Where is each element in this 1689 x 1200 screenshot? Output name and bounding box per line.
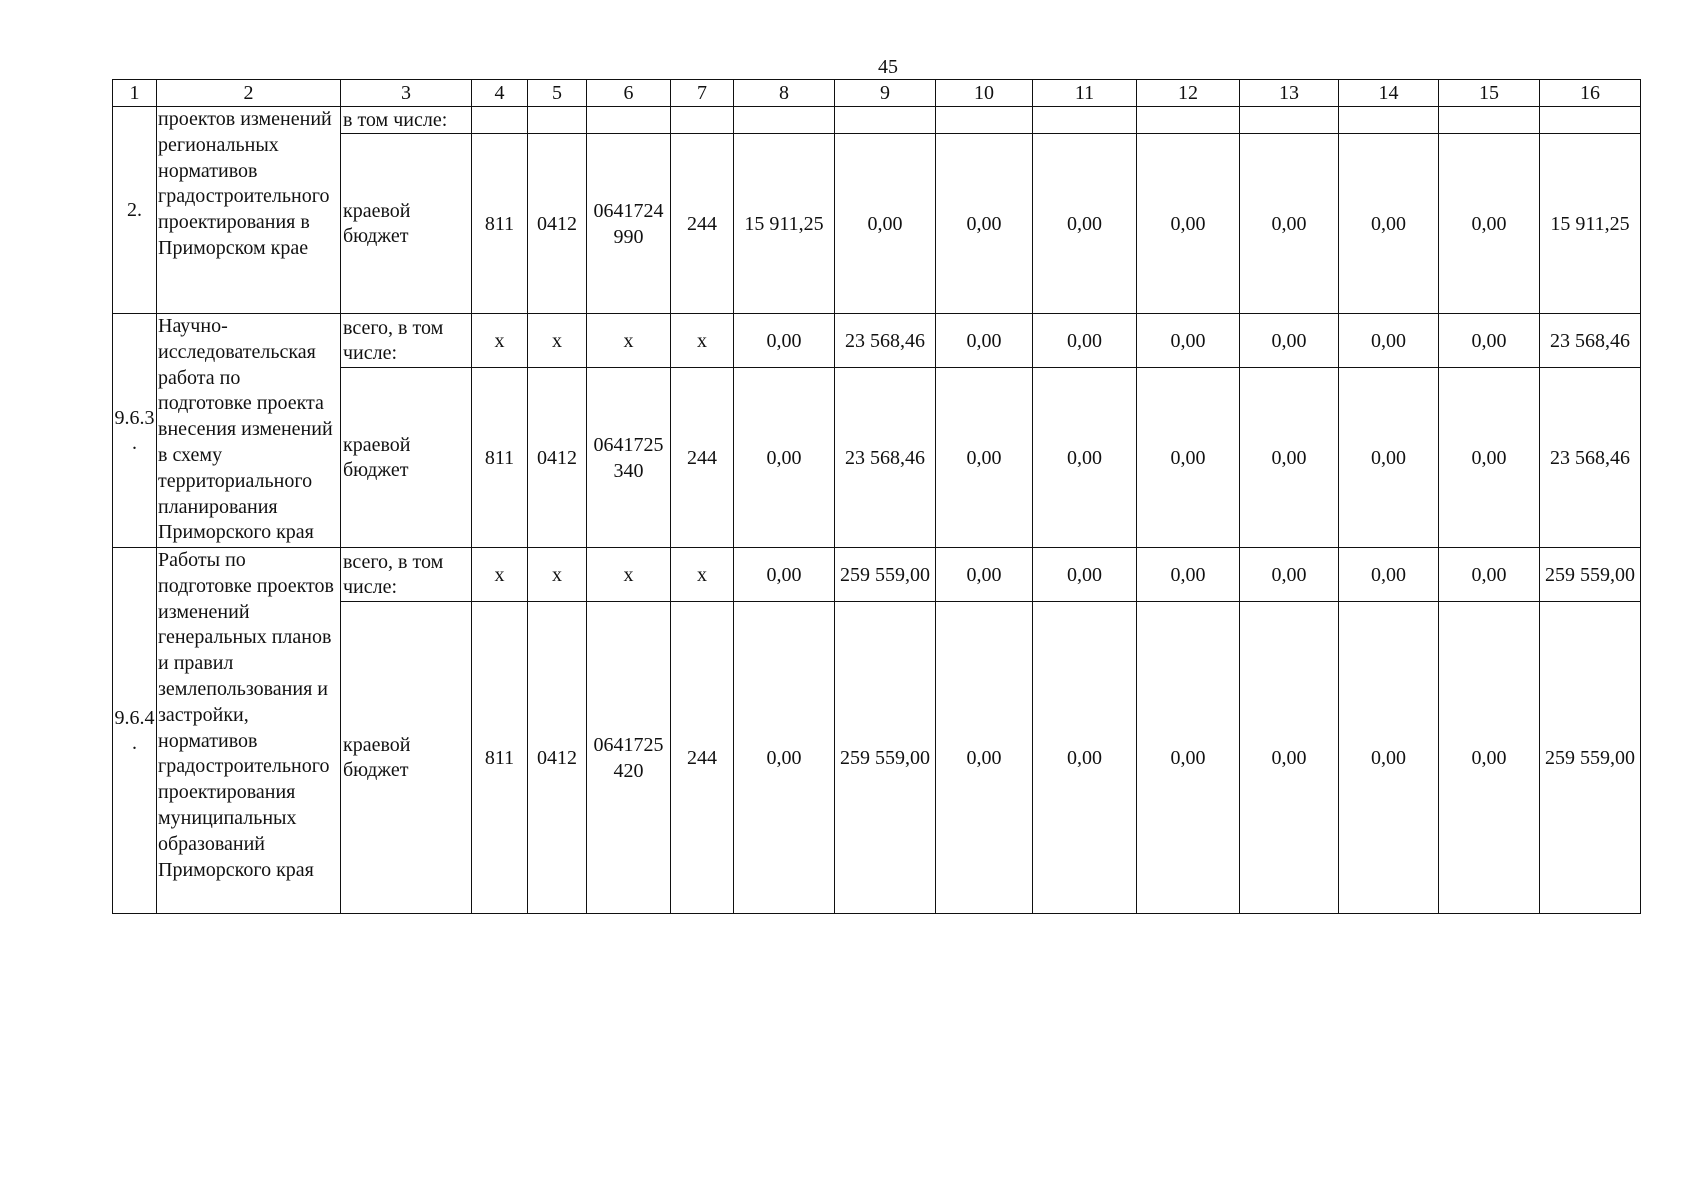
table-cell: 0,00 [1137,548,1240,602]
column-number: 13 [1240,80,1339,107]
table-cell [1439,107,1540,134]
table-cell: 0,00 [1339,602,1439,914]
table-cell: 0,00 [936,548,1033,602]
table-cell [936,107,1033,134]
funding-source: всего, в том числе: [341,548,472,602]
table-cell: 0,00 [1339,368,1439,548]
table-row [113,602,1641,914]
table-cell: 0,00 [1439,314,1540,368]
table-cell: 0,00 [1439,368,1540,548]
table-row [113,368,1641,548]
column-number: 2 [157,80,341,107]
column-number: 1 [113,80,157,107]
table-cell: x [528,548,587,602]
table-cell: 0,00 [1439,602,1540,914]
table-cell: 0,00 [734,548,835,602]
column-number: 10 [936,80,1033,107]
table-cell: 15 911,25 [1540,134,1641,314]
table-cell: x [587,314,671,368]
table-cell: 0,00 [1137,368,1240,548]
table-cell: x [587,548,671,602]
column-number: 4 [472,80,528,107]
column-number: 3 [341,80,472,107]
column-number: 12 [1137,80,1240,107]
table-cell: 23 568,46 [1540,314,1641,368]
table-cell: 0641725420 [587,602,671,914]
table-cell: 15 911,25 [734,134,835,314]
table-cell [1339,107,1439,134]
column-number: 16 [1540,80,1641,107]
column-number: 5 [528,80,587,107]
table-cell: 0,00 [1339,134,1439,314]
table-cell: 259 559,00 [835,548,936,602]
row-name: Работы по подготовке проектов изменений генеральных планов и правил землепользования и застройки, нормативов градостроительного проектирования муниципальных образований Приморского края [157,548,341,914]
table-cell: 0,00 [1033,134,1137,314]
funding-source: краевой бюджет [341,602,472,914]
page-number: 45 [878,56,898,78]
table-cell: 0,00 [734,368,835,548]
table-cell: 0412 [528,134,587,314]
table-cell: 259 559,00 [1540,602,1641,914]
table-cell: 0,00 [1439,134,1540,314]
table-cell: 244 [671,368,734,548]
column-number: 15 [1439,80,1540,107]
table-cell: x [528,314,587,368]
row-name: Научно-исследовательская работа по подготовке проекта внесения изменений в схему территориального планирования Приморского края [157,314,341,548]
table-cell [671,107,734,134]
table-cell: 0,00 [936,368,1033,548]
table-cell: x [671,548,734,602]
table-cell: 811 [472,602,528,914]
table-cell: 0,00 [936,314,1033,368]
table-cell [587,107,671,134]
table-cell: 811 [472,134,528,314]
table-cell: 23 568,46 [835,314,936,368]
table-cell: 0,00 [835,134,936,314]
table-cell: 0,00 [1033,314,1137,368]
table-cell [1540,107,1641,134]
budget-table [112,79,1641,914]
table-row [113,314,1641,368]
table-cell: x [472,548,528,602]
funding-source: краевой бюджет [341,368,472,548]
table-cell: 244 [671,602,734,914]
table-cell: 244 [671,134,734,314]
column-number: 7 [671,80,734,107]
table-cell: 0,00 [1439,548,1540,602]
table-cell [472,107,528,134]
table-cell: 0,00 [1137,314,1240,368]
column-number: 14 [1339,80,1439,107]
row-index: 9.6.4. [113,548,157,914]
table-cell: 0,00 [1240,548,1339,602]
table-cell: x [671,314,734,368]
table-cell [528,107,587,134]
table-cell: 0641725340 [587,368,671,548]
table-row [113,548,1641,602]
table-cell: 23 568,46 [1540,368,1641,548]
table-cell: 0,00 [1033,548,1137,602]
table-cell [1137,107,1240,134]
table-cell: 0,00 [1240,134,1339,314]
table-row [113,107,1641,134]
table-cell: 0,00 [1137,602,1240,914]
table-cell: 0,00 [936,134,1033,314]
column-number: 11 [1033,80,1137,107]
table-cell: 259 559,00 [835,602,936,914]
column-number: 6 [587,80,671,107]
table-cell: 23 568,46 [835,368,936,548]
table-cell: 0,00 [1339,548,1439,602]
table-row [113,134,1641,314]
table-cell: 0,00 [1033,368,1137,548]
funding-source: всего, в том числе: [341,314,472,368]
column-number-row [113,80,1641,107]
table-cell [1033,107,1137,134]
table-cell: 0,00 [1240,602,1339,914]
table-cell: 0641724990 [587,134,671,314]
table-cell: 0,00 [1137,134,1240,314]
column-number: 9 [835,80,936,107]
table-cell: 0,00 [1240,368,1339,548]
funding-source: краевой бюджет [341,134,472,314]
funding-source: в том числе: [341,107,472,134]
table-cell [734,107,835,134]
column-number: 8 [734,80,835,107]
table-cell: 0,00 [936,602,1033,914]
table-cell: 0412 [528,602,587,914]
table-cell: 259 559,00 [1540,548,1641,602]
table-cell: 0,00 [1033,602,1137,914]
table-cell [835,107,936,134]
row-index: 2. [113,107,157,314]
table-cell: 0,00 [1240,314,1339,368]
table-cell: 811 [472,368,528,548]
table-cell [1240,107,1339,134]
table-cell: 0,00 [1339,314,1439,368]
table-cell: 0,00 [734,602,835,914]
row-name: проектов изменений региональных нормативов градостроительного проектирования в Приморском крае [157,107,341,314]
row-index: 9.6.3. [113,314,157,548]
table-cell: 0,00 [734,314,835,368]
table-cell: x [472,314,528,368]
table-cell: 0412 [528,368,587,548]
